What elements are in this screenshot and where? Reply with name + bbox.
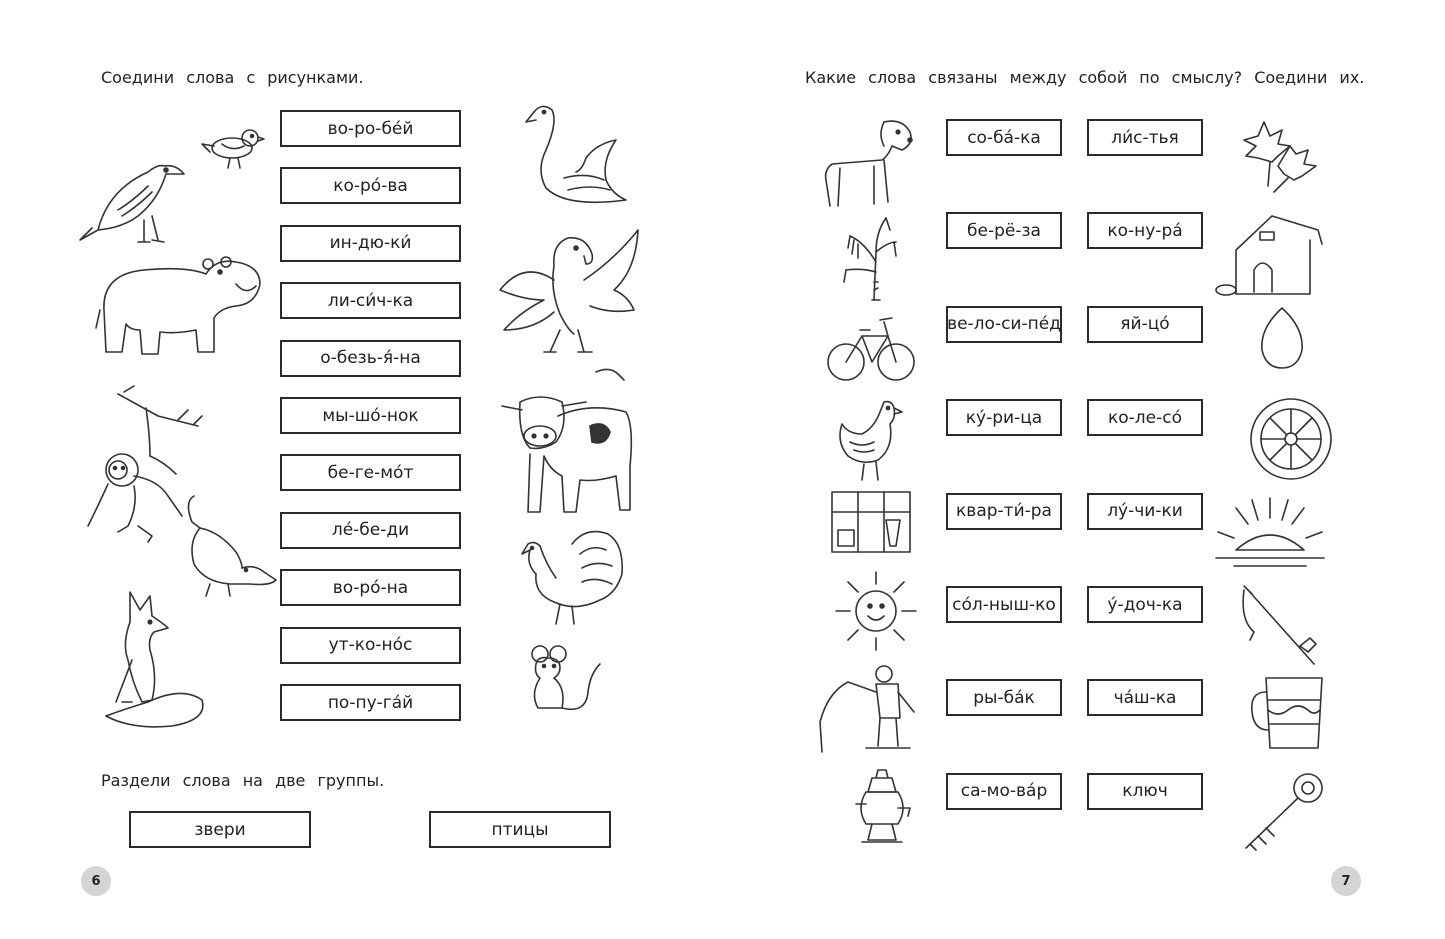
fishing-rod-icon bbox=[1240, 580, 1324, 668]
sun-face-icon bbox=[830, 570, 922, 652]
word-box-left[interactable]: квар-ти́-ра bbox=[946, 493, 1062, 530]
word-box[interactable]: ли-си́ч-ка bbox=[280, 282, 461, 319]
platypus-icon bbox=[180, 492, 280, 598]
right-instruction: Какие слова связаны между собой по смыслу? Соедини их. bbox=[805, 68, 1365, 87]
swan-icon bbox=[516, 100, 636, 216]
parrot-icon bbox=[494, 230, 644, 358]
cup-icon bbox=[1248, 674, 1328, 752]
word-box[interactable]: ле́-бе-ди bbox=[280, 512, 461, 549]
page-number-right: 7 bbox=[1331, 866, 1361, 896]
word-box[interactable]: ко-ро́-ва bbox=[280, 167, 461, 204]
fisherman-icon bbox=[818, 662, 924, 758]
page-number-left: 6 bbox=[81, 866, 111, 896]
word-box-right[interactable]: яй-цо́ bbox=[1087, 306, 1203, 343]
word-box-left[interactable]: ры-ба́к bbox=[946, 679, 1062, 716]
hen-icon bbox=[834, 398, 904, 482]
word-box[interactable]: о-безь-я́-на bbox=[280, 340, 461, 377]
key-icon bbox=[1236, 762, 1332, 858]
word-box-right[interactable]: лу́-чи-ки bbox=[1087, 493, 1203, 530]
word-box-right[interactable]: ко-ле-со́ bbox=[1087, 399, 1203, 436]
word-box[interactable]: по-пу-га́й bbox=[280, 684, 461, 721]
word-box-right[interactable]: ключ bbox=[1087, 773, 1203, 810]
egg-icon bbox=[1258, 306, 1306, 370]
mouse-icon bbox=[526, 644, 606, 718]
word-box-right[interactable]: ли́с-тья bbox=[1087, 119, 1203, 156]
word-box[interactable]: бе-ге-мо́т bbox=[280, 454, 461, 491]
word-box-right[interactable]: ча́ш-ка bbox=[1087, 679, 1203, 716]
word-box[interactable]: во-ро́-на bbox=[280, 569, 461, 606]
sparrow-icon bbox=[200, 122, 266, 174]
word-box-left[interactable]: со́л-ныш-ко bbox=[946, 586, 1062, 623]
word-box[interactable]: ут-ко-но́с bbox=[280, 627, 461, 664]
word-box-right[interactable]: ко-ну-ра́ bbox=[1087, 212, 1203, 249]
crow-icon bbox=[78, 150, 188, 250]
word-box[interactable]: ин-дю-ки́ bbox=[280, 225, 461, 262]
word-box-left[interactable]: бе-рё-за bbox=[946, 212, 1062, 249]
wheel-icon bbox=[1248, 396, 1334, 482]
bicycle-icon bbox=[826, 306, 916, 388]
maple-leaves-icon bbox=[1238, 116, 1318, 198]
apartment-icon bbox=[826, 490, 916, 556]
samovar-icon bbox=[852, 768, 912, 850]
word-box[interactable]: во-ро-бе́й bbox=[280, 110, 461, 147]
word-box[interactable]: мы-шо́-нок bbox=[280, 397, 461, 434]
group-instruction: Раздели слова на две группы. bbox=[101, 771, 385, 790]
hippo-icon bbox=[96, 240, 266, 364]
group-box-animals[interactable]: звери bbox=[129, 811, 311, 848]
word-box-left[interactable]: са-мо-ва́р bbox=[946, 773, 1062, 810]
word-box-left[interactable]: со-ба́-ка bbox=[946, 119, 1062, 156]
sunrise-icon bbox=[1214, 494, 1326, 570]
birch-icon bbox=[838, 212, 900, 302]
word-box-left[interactable]: ку́-ри-ца bbox=[946, 399, 1062, 436]
fox-icon bbox=[92, 590, 214, 734]
cow-icon bbox=[500, 366, 640, 520]
dog-icon bbox=[822, 116, 918, 208]
word-box-left[interactable]: ве-ло-си-пе́д bbox=[946, 306, 1062, 343]
doghouse-icon bbox=[1214, 210, 1324, 302]
word-box-right[interactable]: у́-доч-ка bbox=[1087, 586, 1203, 623]
group-box-birds[interactable]: птицы bbox=[429, 811, 611, 848]
turkey-icon bbox=[516, 524, 626, 626]
left-instruction: Соедини слова с рисунками. bbox=[101, 68, 364, 87]
